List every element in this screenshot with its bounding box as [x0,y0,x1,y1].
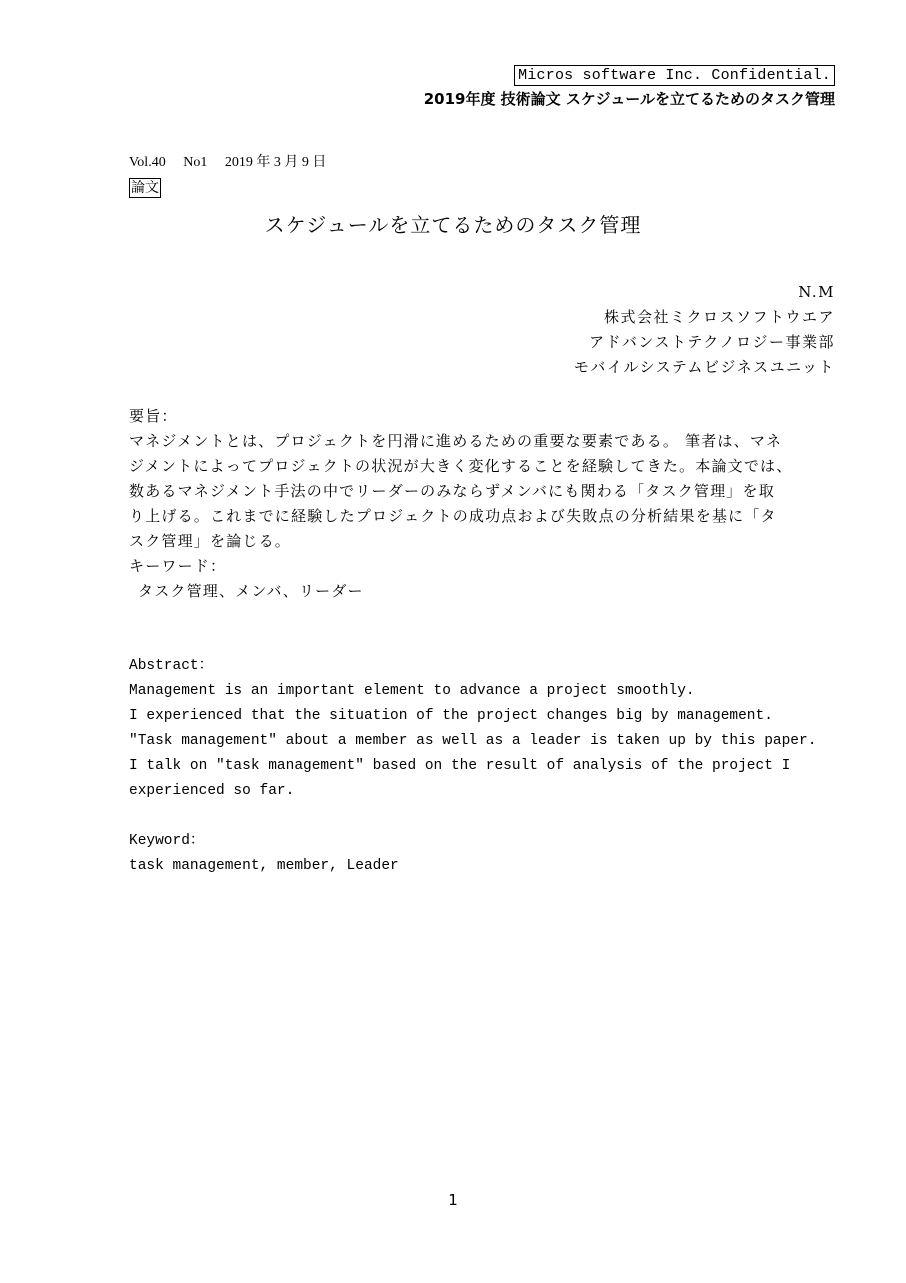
summary-line: 数あるマネジメント手法の中でリーダーのみならずメンバにも関わる「タスク管理」を取 [129,482,775,500]
abstract-heading: Abstract： [129,658,214,674]
keyword-heading: キーワード： [129,557,227,575]
abstract-line: ″Task management″ about a member as well as a leader is taken up by this paper. [129,733,817,749]
running-header-title: 2019年度 技術論文 スケジュールを立てるためのタスク管理 [423,90,835,108]
author-initials: N.M [798,283,835,301]
category-tag: 論文 [131,180,159,196]
publication-date: 2019 年 3 月 9 日 [224,155,327,170]
summary-line: スク管理」を論じる。 [129,532,292,550]
summary-line: ジメントによってプロジェクトの状況が大きく変化することを経験してきた。本論文では、 [129,457,793,475]
abstract-line: I experienced that the situation of the project changes big by management. [129,708,773,724]
issue-number: No1 [183,155,208,170]
abstract-line: experienced so far. [129,783,295,799]
volume: Vol.40 [129,155,166,170]
page-number: 1 [448,1191,458,1209]
abstract-line: I talk on ″task management″ based on the result of analysis of the project I [129,758,791,774]
keyword-list: タスク管理、メンバ、リーダー [138,582,364,600]
author-block [574,280,835,380]
paper-title: スケジュールを立てるためのタスク管理 [264,213,642,237]
keyword-heading: Keyword： [129,833,205,849]
spacer [129,804,849,829]
keyword-list: task management, member, Leader [129,858,399,874]
affiliation-division: アドバンストテクノロジー事業部 [589,333,835,351]
affiliation-company: 株式会社ミクロスソフトウエア [603,308,835,326]
summary-line: り上げる。これまでに経験したプロジェクトの成功点および失敗点の分析結果を基に「タ [129,507,777,525]
japanese-summary [129,404,849,604]
abstract-line: Management is an important element to advance a project smoothly. [129,683,695,699]
confidential-label: Micros software Inc. Confidential. [514,65,835,86]
english-abstract [129,654,849,879]
issue-info [129,154,340,172]
summary-line: マネジメントとは、プロジェクトを円滑に進めるための重要な要素である。 筆者は、マネ [129,432,783,450]
affiliation-unit: モバイルシステムビジネスユニット [573,358,835,376]
summary-heading: 要旨： [129,407,178,425]
